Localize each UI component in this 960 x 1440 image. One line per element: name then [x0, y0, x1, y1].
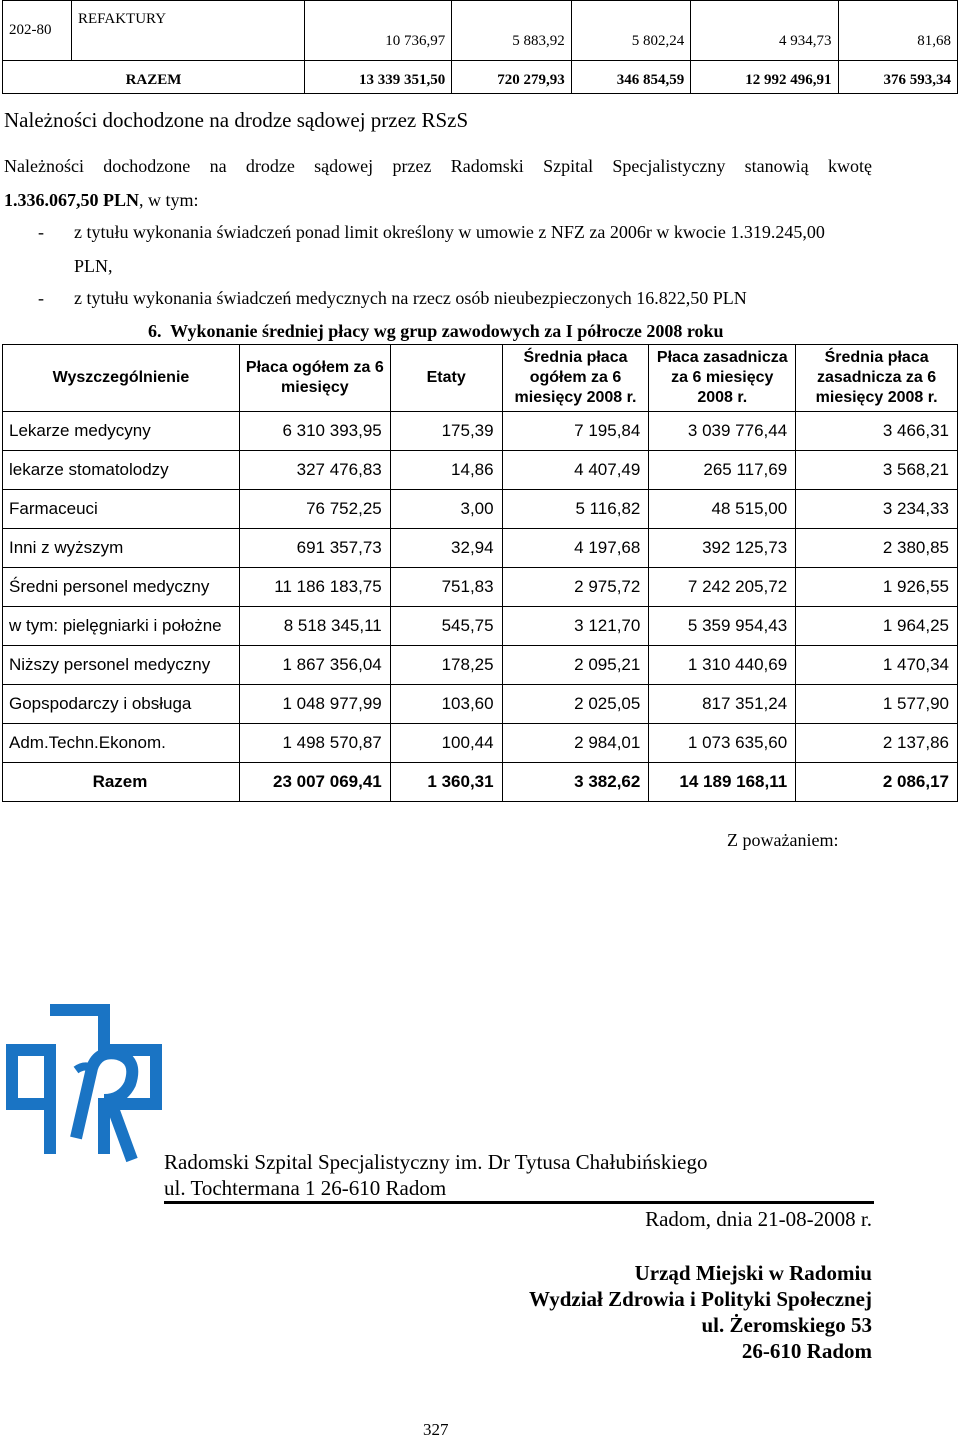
refaktury-table	[2, 0, 958, 94]
cell-value: 1 926,55	[796, 568, 958, 607]
cell-value: 3 234,33	[796, 490, 958, 529]
page-number: 327	[423, 1420, 449, 1439]
row-label: Średni personel medyczny	[3, 568, 240, 607]
cell-value: 5 883,92	[452, 1, 571, 61]
cell-value: 175,39	[390, 412, 502, 451]
account-code: 202-80	[3, 1, 72, 61]
cell-value: 2 095,21	[502, 646, 649, 685]
bullet-text: z tytułu wykonania świadczeń ponad limit określony w umowie z NFZ za 2006r w kwocie 1.319.245,00	[74, 222, 825, 242]
cell-value: 691 357,73	[239, 529, 390, 568]
cell-value: 1 048 977,99	[239, 685, 390, 724]
cell-value: 1 310 440,69	[649, 646, 796, 685]
cell-value: 720 279,93	[452, 61, 571, 94]
cell-value: 7 195,84	[502, 412, 649, 451]
table-row	[3, 412, 958, 451]
bullet-text: PLN,	[74, 256, 113, 276]
row-label: Niższy personel medyczny	[3, 646, 240, 685]
paragraph-line	[4, 156, 872, 176]
row-label: Inni z wyższym	[3, 529, 240, 568]
cell-value: 8 518 345,11	[239, 607, 390, 646]
table-title: 6. Wykonanie średniej płacy wg grup zawodowych za I półrocze 2008 roku	[148, 321, 724, 341]
salary-table	[2, 344, 958, 802]
col-header: Średnia płaca ogółem za 6 miesięcy 2008 r.	[502, 345, 649, 412]
cell-value: 3 382,62	[502, 763, 649, 802]
bullet-dash: -	[38, 288, 44, 308]
cell-value: 5 359 954,43	[649, 607, 796, 646]
paragraph-word: drodze	[245, 156, 295, 176]
row-label: Adm.Techn.Ekonom.	[3, 724, 240, 763]
cell-value: 3 568,21	[796, 451, 958, 490]
cell-value: 12 992 496,91	[691, 61, 838, 94]
recipient-line: ul. Żeromskiego 53	[701, 1313, 872, 1337]
cell-value: 23 007 069,41	[239, 763, 390, 802]
cell-value: 392 125,73	[649, 529, 796, 568]
cell-value: 5 116,82	[502, 490, 649, 529]
table-row	[3, 607, 958, 646]
paragraph-word: kwotę	[827, 156, 872, 176]
cell-value: 32,94	[390, 529, 502, 568]
table-header-row	[3, 345, 958, 412]
recipient-line: Wydział Zdrowia i Polityki Społecznej	[528, 1287, 872, 1311]
recipient-line: Urząd Miejski w Radomiu	[634, 1261, 872, 1285]
cell-value: 2 984,01	[502, 724, 649, 763]
recipient-address	[529, 1260, 872, 1364]
paragraph-word: Należności	[4, 156, 84, 176]
col-header: Płaca ogółem za 6 miesięcy	[239, 345, 390, 412]
row-label: Lekarze medycyny	[3, 412, 240, 451]
cell-value: 4 407,49	[502, 451, 649, 490]
cell-value: 3 039 776,44	[649, 412, 796, 451]
cell-value: 1 498 570,87	[239, 724, 390, 763]
cell-value: 5 802,24	[571, 1, 690, 61]
paragraph-word: na	[209, 156, 227, 176]
paragraph-word: dochodzone	[103, 156, 191, 176]
col-header: Etaty	[390, 345, 502, 412]
col-header: Wyszczególnienie	[3, 345, 240, 412]
cell-value: 6 310 393,95	[239, 412, 390, 451]
table-row	[3, 1, 958, 61]
cell-value: 751,83	[390, 568, 502, 607]
cell-value: 178,25	[390, 646, 502, 685]
cell-value: 76 752,25	[239, 490, 390, 529]
table-row	[3, 646, 958, 685]
cell-value: 346 854,59	[571, 61, 690, 94]
paragraph-text: , w tym:	[139, 190, 199, 210]
cell-value: 2 086,17	[796, 763, 958, 802]
cell-value: 10 736,97	[305, 1, 452, 61]
letterhead-address: ul. Tochtermana 1 26-610 Radom	[164, 1176, 447, 1200]
cell-value: 1 470,34	[796, 646, 958, 685]
cell-value: 2 137,86	[796, 724, 958, 763]
amount-total: 1.336.067,50 PLN	[4, 190, 139, 210]
hospital-logo-icon	[6, 1004, 166, 1170]
cell-value: 265 117,69	[649, 451, 796, 490]
cell-value: 1 964,25	[796, 607, 958, 646]
paragraph-word: sądowej	[314, 156, 374, 176]
cell-value: 103,60	[390, 685, 502, 724]
section-heading: Należności dochodzone na drodze sądowej przez RSzS	[4, 108, 469, 132]
total-label: RAZEM	[3, 61, 305, 94]
paragraph-word: Szpital	[543, 156, 594, 176]
cell-value: 327 476,83	[239, 451, 390, 490]
bullet-text: z tytułu wykonania świadczeń medycznych na rzecz osób nieubezpieczonych 16.822,50 PLN	[74, 288, 747, 308]
cell-value: 14,86	[390, 451, 502, 490]
row-label: Farmaceuci	[3, 490, 240, 529]
cell-value: 81,68	[838, 1, 958, 61]
closing-text: Z poważaniem:	[727, 830, 839, 850]
cell-value: 11 186 183,75	[239, 568, 390, 607]
table-row	[3, 490, 958, 529]
table-row	[3, 568, 958, 607]
cell-value: 14 189 168,11	[649, 763, 796, 802]
table-row-total	[3, 763, 958, 802]
row-label: Gopspodarczy i obsługa	[3, 685, 240, 724]
cell-value: 13 339 351,50	[305, 61, 452, 94]
cell-value: 545,75	[390, 607, 502, 646]
row-label: w tym: pielęgniarki i położne	[3, 607, 240, 646]
table-row-total	[3, 61, 958, 94]
paragraph-word: Radomski	[450, 156, 524, 176]
cell-value: 2 975,72	[502, 568, 649, 607]
cell-value: 1 577,90	[796, 685, 958, 724]
cell-value: 1 867 356,04	[239, 646, 390, 685]
cell-value: 3,00	[390, 490, 502, 529]
cell-value: 4 197,68	[502, 529, 649, 568]
col-header: Płaca zasadnicza za 6 miesięcy 2008 r.	[649, 345, 796, 412]
row-label: lekarze stomatolodzy	[3, 451, 240, 490]
cell-value: 4 934,73	[691, 1, 838, 61]
col-header: Średnia płaca zasadnicza za 6 miesięcy 2008 r.	[796, 345, 958, 412]
bullet-dash: -	[38, 222, 44, 242]
cell-value: 2 025,05	[502, 685, 649, 724]
paragraph-word: przez	[392, 156, 432, 176]
cell-value: 2 380,85	[796, 529, 958, 568]
cell-value: 1 360,31	[390, 763, 502, 802]
paragraph-word: Specjalistyczny	[612, 156, 726, 176]
table-body	[3, 412, 958, 802]
table-row	[3, 724, 958, 763]
cell-value: 100,44	[390, 724, 502, 763]
table-row	[3, 685, 958, 724]
document-date: Radom, dnia 21-08-2008 r.	[645, 1207, 872, 1231]
cell-value: 48 515,00	[649, 490, 796, 529]
recipient-line: 26-610 Radom	[741, 1339, 872, 1363]
paragraph-line	[4, 190, 199, 210]
cell-value: 376 593,34	[838, 61, 958, 94]
paragraph-word: stanowią	[744, 156, 809, 176]
cell-value: 3 466,31	[796, 412, 958, 451]
letterhead-name: Radomski Szpital Specjalistyczny im. Dr Tytusa Chałubińskiego	[164, 1150, 708, 1174]
table-row	[3, 529, 958, 568]
table-row	[3, 451, 958, 490]
cell-value: 3 121,70	[502, 607, 649, 646]
divider	[164, 1201, 874, 1204]
cell-value: 7 242 205,72	[649, 568, 796, 607]
account-name: REFAKTURY	[72, 1, 305, 61]
cell-value: 1 073 635,60	[649, 724, 796, 763]
row-label: Razem	[3, 763, 240, 802]
cell-value: 817 351,24	[649, 685, 796, 724]
